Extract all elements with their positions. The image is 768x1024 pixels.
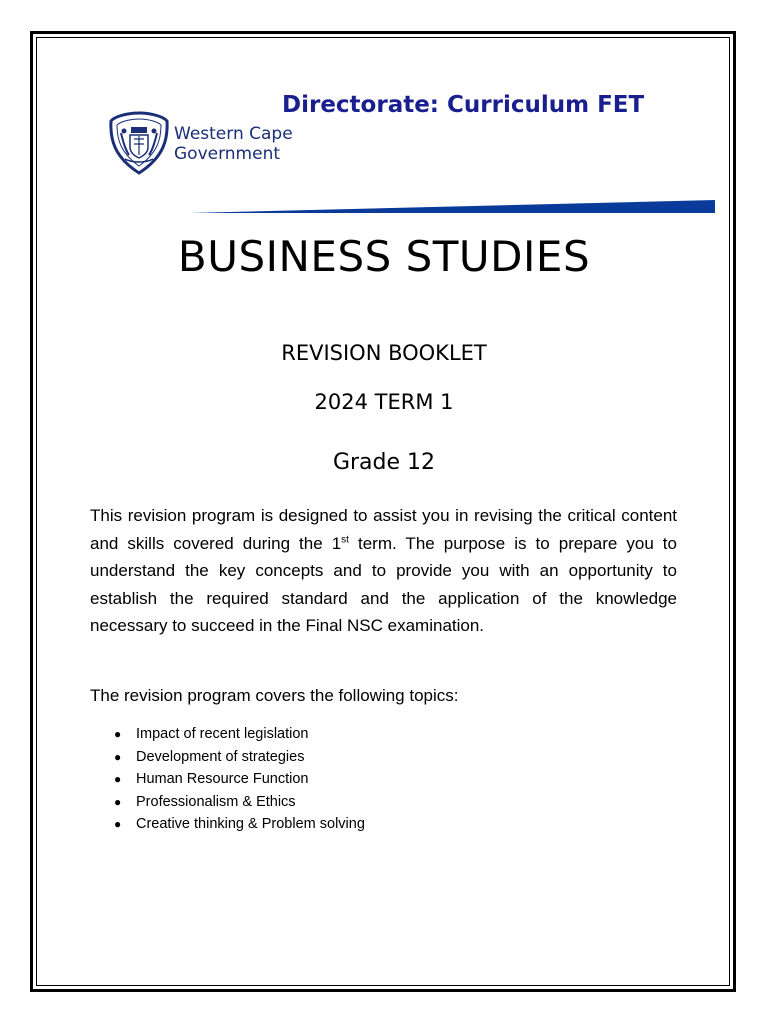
document-title: BUSINESS STUDIES	[177, 232, 591, 281]
topic-label: Human Resource Function	[136, 771, 309, 787]
intro-text-part2: term. The purpose is to prepare you to understand the key concepts and to provide you with an opportunity to establish the required standard and the application of the knowledge necessary to succeed in the Final NSC examination.	[90, 533, 677, 635]
term-label: 2024 TERM 1	[314, 390, 454, 414]
intro-superscript: st	[341, 533, 349, 545]
header-rule-bar	[190, 198, 716, 214]
list-item	[112, 813, 365, 836]
western-cape-government-logo	[108, 111, 308, 175]
list-item	[112, 768, 365, 791]
intro-text-part1: This revision program is designed to assist you in revising the critical content and skills covered during the 1	[90, 506, 677, 553]
list-item	[112, 791, 365, 814]
intro-paragraph	[90, 502, 677, 640]
list-item	[112, 723, 365, 746]
topic-label: Professionalism & Ethics	[136, 793, 296, 810]
list-item	[112, 746, 365, 769]
logo-text-line2: Government	[174, 144, 281, 164]
topic-label: Creative thinking & Problem solving	[136, 816, 365, 832]
bullet-icon: ●	[114, 817, 122, 831]
grade-label: Grade 12	[332, 450, 436, 475]
bullet-icon: ●	[114, 727, 122, 741]
booklet-label: REVISION BOOKLET	[281, 341, 487, 365]
topics-list	[112, 723, 365, 836]
topic-label: Impact of recent legislation	[136, 726, 309, 742]
bullet-icon: ●	[114, 794, 122, 809]
bullet-icon: ●	[114, 749, 122, 764]
coat-of-arms-icon	[108, 111, 170, 175]
bullet-icon: ●	[114, 772, 122, 786]
directorate-heading: Directorate: Curriculum FET	[282, 92, 645, 118]
topic-label: Development of strategies	[136, 748, 305, 765]
topics-lead-sentence: The revision program covers the following topics:	[90, 686, 459, 705]
logo-text-line1: Western Cape	[174, 124, 293, 144]
